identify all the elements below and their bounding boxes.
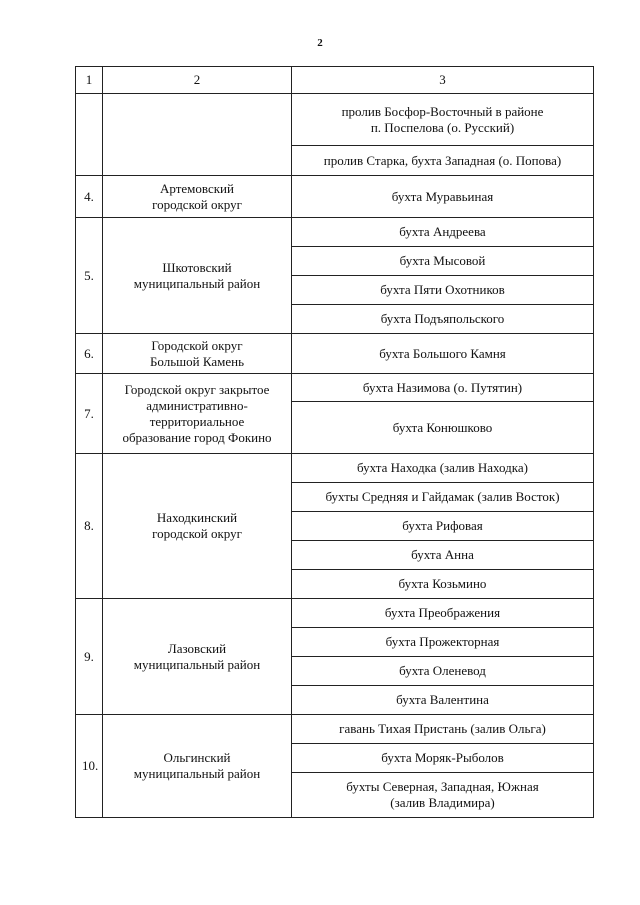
water-area-cell: бухты Северная, Западная, Южная (залив Владимира)	[292, 773, 594, 818]
water-area-cell: бухта Мысовой	[292, 247, 594, 276]
row-number: 5.	[76, 218, 103, 334]
harbor-table	[75, 66, 594, 818]
entity-cell: Ольгинский муниципальный район	[103, 715, 292, 818]
water-area-cell: пролив Босфор-Восточный в районе п. Поспелова (о. Русский)	[292, 94, 594, 146]
water-area-cell: бухты Средняя и Гайдамак (залив Восток)	[292, 483, 594, 512]
header-cell-1: 1	[76, 67, 103, 94]
water-area-cell: бухта Муравьиная	[292, 176, 594, 218]
water-area-cell: бухта Валентина	[292, 686, 594, 715]
water-area-cell: бухта Андреева	[292, 218, 594, 247]
water-area-cell: бухта Конюшково	[292, 402, 594, 454]
water-area-cell: бухта Назимова (о. Путятин)	[292, 374, 594, 402]
row-number: 9.	[76, 599, 103, 715]
table-row	[76, 334, 594, 374]
header-cell-2: 2	[103, 67, 292, 94]
row-number: 8.	[76, 454, 103, 599]
table-row	[76, 599, 594, 628]
table-row	[76, 454, 594, 483]
table-row	[76, 374, 594, 402]
water-area-cell: бухта Пяти Охотников	[292, 276, 594, 305]
row-number	[76, 94, 103, 176]
entity-cell: Городской округ Большой Камень	[103, 334, 292, 374]
water-area-cell: бухта Преображения	[292, 599, 594, 628]
water-area-cell: пролив Старка, бухта Западная (о. Попова)	[292, 146, 594, 176]
entity-cell	[103, 94, 292, 176]
table-row	[76, 176, 594, 218]
water-area-cell: бухта Подъяпольского	[292, 305, 594, 334]
water-area-cell: бухта Оленевод	[292, 657, 594, 686]
header-cell-3: 3	[292, 67, 594, 94]
entity-cell: Лазовский муниципальный район	[103, 599, 292, 715]
entity-cell: Находкинский городской округ	[103, 454, 292, 599]
water-area-cell: гавань Тихая Пристань (залив Ольга)	[292, 715, 594, 744]
table-row	[76, 218, 594, 247]
page-number: 2	[317, 37, 323, 49]
table-row	[76, 715, 594, 744]
table-row	[76, 94, 594, 146]
water-area-cell: бухта Прожекторная	[292, 628, 594, 657]
row-number: 10.	[76, 715, 103, 818]
water-area-cell: бухта Козьмино	[292, 570, 594, 599]
entity-cell: Шкотовский муниципальный район	[103, 218, 292, 334]
water-area-cell: бухта Находка (залив Находка)	[292, 454, 594, 483]
row-number: 6.	[76, 334, 103, 374]
water-area-cell: бухта Рифовая	[292, 512, 594, 541]
table-header-row	[76, 67, 594, 94]
water-area-cell: бухта Анна	[292, 541, 594, 570]
entity-cell: Городской округ закрытое административно- территориальное образование город Фокино	[103, 374, 292, 454]
water-area-cell: бухта Большого Камня	[292, 334, 594, 374]
row-number: 7.	[76, 374, 103, 454]
row-number: 4.	[76, 176, 103, 218]
water-area-cell: бухта Моряк-Рыболов	[292, 744, 594, 773]
entity-cell: Артемовский городской округ	[103, 176, 292, 218]
